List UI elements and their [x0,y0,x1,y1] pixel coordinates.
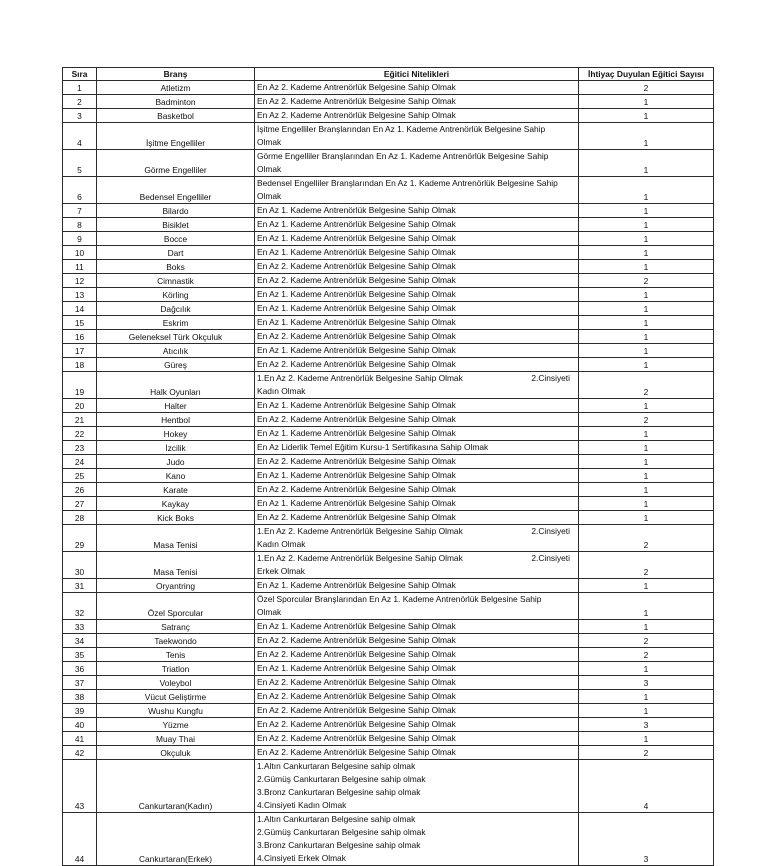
branch-name: Badminton [97,95,255,109]
qualification-cell [255,483,579,497]
branch-name: Geleneksel Türk Okçuluk [97,330,255,344]
row-number: 11 [63,260,97,274]
qualification-line: En Az 2. Kademe Antrenörlük Belgesine Sahip Olmak [257,484,456,494]
branch-name: Triatlon [97,662,255,676]
qualification-part-gender: 2.Cinsiyeti [531,553,570,563]
table-row [63,274,714,288]
table-row [63,455,714,469]
row-number: 40 [63,718,97,732]
qualification-line: Özel Sporcular Branşlarından En Az 1. Kademe Antrenörlük Belgesine Sahip [257,594,542,604]
row-number: 21 [63,413,97,427]
table-row [63,579,714,593]
table-row [63,260,714,274]
qualification-cell [255,358,579,372]
table-row [63,552,714,579]
table-header-row [63,68,714,81]
row-number: 12 [63,274,97,288]
qualification-line: En Az 2. Kademe Antrenörlük Belgesine Sahip Olmak [257,691,456,701]
qualification-line: En Az 1. Kademe Antrenörlük Belgesine Sahip Olmak [257,345,456,355]
qualification-line: Olmak [257,137,282,147]
required-trainer-count: 3 [579,676,714,690]
row-number: 30 [63,552,97,579]
qualification-cell [255,109,579,123]
table-row [63,497,714,511]
qualification-line: En Az 1. Kademe Antrenörlük Belgesine Sahip Olmak [257,317,456,327]
branch-name: Dağcılık [97,302,255,316]
row-number: 42 [63,746,97,760]
branch-name: Dart [97,246,255,260]
branch-name: Bedensel Engelliler [97,177,255,204]
qualification-line: En Az 2. Kademe Antrenörlük Belgesine Sahip Olmak [257,414,456,424]
qualification-part-primary: 1.En Az 2. Kademe Antrenörlük Belgesine Sahip Olmak [257,373,463,383]
table-row [63,150,714,177]
qualification-line: En Az 2. Kademe Antrenörlük Belgesine Sahip Olmak [257,635,456,645]
table-row [63,95,714,109]
branch-name: Karate [97,483,255,497]
branch-name: Özel Sporcular [97,593,255,620]
qualification-line: En Az 2. Kademe Antrenörlük Belgesine Sahip Olmak [257,359,456,369]
qualification-line: En Az Liderlik Temel Eğitim Kursu-1 Sertifikasına Sahip Olmak [257,442,489,452]
header-no: Sıra [63,68,97,81]
qualification-line: 2.Gümüş Cankurtaran Belgesine sahip olmak [257,827,426,837]
branch-name: Muay Thai [97,732,255,746]
required-trainer-count: 1 [579,497,714,511]
required-trainer-count: 1 [579,95,714,109]
qualification-cell [255,177,579,204]
qualification-line: En Az 1. Kademe Antrenörlük Belgesine Sahip Olmak [257,498,456,508]
qualification-line: İşitme Engelliler Branşlarından En Az 1. Kademe Antrenörlük Belgesine Sahip [257,124,546,134]
branch-name: İzcilik [97,441,255,455]
branch-name: Wushu Kungfu [97,704,255,718]
table-row [63,246,714,260]
qualification-line: En Az 1. Kademe Antrenörlük Belgesine Sahip Olmak [257,233,456,243]
table-row [63,593,714,620]
trainer-requirements-table [62,67,714,866]
row-number: 15 [63,316,97,330]
required-trainer-count: 1 [579,246,714,260]
qualification-cell [255,813,579,866]
required-trainer-count: 1 [579,218,714,232]
qualification-cell [255,469,579,483]
qualification-cell [255,330,579,344]
qualification-line: En Az 1. Kademe Antrenörlük Belgesine Sahip Olmak [257,663,456,673]
table-row [63,372,714,399]
qualification-cell [255,497,579,511]
row-number: 9 [63,232,97,246]
qualification-part-primary: 1.En Az 2. Kademe Antrenörlük Belgesine Sahip Olmak [257,526,463,536]
qualification-line: En Az 2. Kademe Antrenörlük Belgesine Sahip Olmak [257,649,456,659]
row-number: 1 [63,81,97,95]
required-trainer-count: 1 [579,260,714,274]
required-trainer-count: 1 [579,704,714,718]
qualification-cell [255,246,579,260]
qualification-cell [255,593,579,620]
qualification-line: 4.Cinsiyeti Erkek Olmak [257,853,346,863]
qualification-cell [255,620,579,634]
required-trainer-count: 1 [579,579,714,593]
qualification-line: Görme Engelliler Branşlarından En Az 1. Kademe Antrenörlük Belgesine Sahip [257,151,549,161]
required-trainer-count: 2 [579,525,714,552]
qualification-line: En Az 2. Kademe Antrenörlük Belgesine Sahip Olmak [257,110,456,120]
branch-name: Bisiklet [97,218,255,232]
branch-name: Bilardo [97,204,255,218]
qualification-cell [255,760,579,813]
qualification-cell [255,302,579,316]
branch-name: Cimnastik [97,274,255,288]
required-trainer-count: 1 [579,511,714,525]
table-row [63,469,714,483]
row-number: 32 [63,593,97,620]
branch-name: Judo [97,455,255,469]
row-number: 23 [63,441,97,455]
branch-name: Masa Tenisi [97,552,255,579]
branch-name: Masa Tenisi [97,525,255,552]
required-trainer-count: 1 [579,302,714,316]
row-number: 14 [63,302,97,316]
qualification-line: En Az 1. Kademe Antrenörlük Belgesine Sahip Olmak [257,289,456,299]
row-number: 17 [63,344,97,358]
row-number: 41 [63,732,97,746]
row-number: 33 [63,620,97,634]
qualification-line: En Az 2. Kademe Antrenörlük Belgesine Sahip Olmak [257,747,456,757]
required-trainer-count: 1 [579,123,714,150]
branch-name: Bocce [97,232,255,246]
branch-name: İşitme Engelliler [97,123,255,150]
table-row [63,177,714,204]
required-trainer-count: 4 [579,760,714,813]
branch-name: Eskrim [97,316,255,330]
qualification-part-gender: 2.Cinsiyeti [531,526,570,536]
required-trainer-count: 1 [579,455,714,469]
branch-name: Cankurtaran(Kadın) [97,760,255,813]
qualification-line: En Az 2. Kademe Antrenörlük Belgesine Sahip Olmak [257,677,456,687]
qualification-line: 1.Altın Cankurtaran Belgesine sahip olmak [257,814,416,824]
qualification-line: En Az 2. Kademe Antrenörlük Belgesine Sahip Olmak [257,512,456,522]
required-trainer-count: 1 [579,232,714,246]
branch-name: Yüzme [97,718,255,732]
row-number: 35 [63,648,97,662]
qualification-cell [255,413,579,427]
required-trainer-count: 1 [579,483,714,497]
qualification-cell [255,648,579,662]
branch-name: Kano [97,469,255,483]
qualification-line: En Az 2. Kademe Antrenörlük Belgesine Sahip Olmak [257,456,456,466]
branch-name: Atletizm [97,81,255,95]
table-row [63,704,714,718]
row-number: 10 [63,246,97,260]
branch-name: Hentbol [97,413,255,427]
row-number: 25 [63,469,97,483]
branch-name: Hokey [97,427,255,441]
required-trainer-count: 1 [579,399,714,413]
qualification-line: 1.Altın Cankurtaran Belgesine sahip olmak [257,761,416,771]
qualification-line: En Az 2. Kademe Antrenörlük Belgesine Sahip Olmak [257,261,456,271]
qualification-cell [255,123,579,150]
table-row [63,218,714,232]
table-row [63,634,714,648]
table-row [63,511,714,525]
qualification-line: En Az 1. Kademe Antrenörlük Belgesine Sahip Olmak [257,580,456,590]
qualification-cell [255,232,579,246]
required-trainer-count: 1 [579,732,714,746]
branch-name: Okçuluk [97,746,255,760]
table-row [63,648,714,662]
required-trainer-count: 2 [579,648,714,662]
table-row [63,358,714,372]
branch-name: Kaykay [97,497,255,511]
table-row [63,746,714,760]
row-number: 22 [63,427,97,441]
required-trainer-count: 1 [579,469,714,483]
branch-name: Basketbol [97,109,255,123]
qualification-line: 4.Cinsiyeti Kadın Olmak [257,800,347,810]
qualification-cell [255,704,579,718]
qualification-cell [255,427,579,441]
qualification-part-gender: 2.Cinsiyeti [531,373,570,383]
qualification-line [257,372,576,385]
qualification-cell [255,372,579,399]
branch-name: Atıcılık [97,344,255,358]
table-row [63,232,714,246]
qualification-cell [255,525,579,552]
required-trainer-count: 1 [579,427,714,441]
row-number: 16 [63,330,97,344]
qualification-line: Kadın Olmak [257,539,306,549]
row-number: 43 [63,760,97,813]
qualification-cell [255,204,579,218]
table-row [63,441,714,455]
qualification-line: Olmak [257,191,282,201]
row-number: 8 [63,218,97,232]
required-trainer-count: 1 [579,109,714,123]
table-row [63,302,714,316]
branch-name: Kick Boks [97,511,255,525]
qualification-cell [255,150,579,177]
table-row [63,288,714,302]
qualification-cell [255,552,579,579]
qualification-line: Olmak [257,164,282,174]
header-count: İhtiyaç Duyulan Eğitici Sayısı [579,68,714,81]
qualification-cell [255,662,579,676]
table-row [63,81,714,95]
qualification-line: En Az 1. Kademe Antrenörlük Belgesine Sahip Olmak [257,621,456,631]
required-trainer-count: 1 [579,358,714,372]
table-row [63,620,714,634]
table-row [63,525,714,552]
qualification-cell [255,718,579,732]
row-number: 39 [63,704,97,718]
branch-name: Oryantring [97,579,255,593]
qualification-cell [255,95,579,109]
qualification-line: En Az 2. Kademe Antrenörlük Belgesine Sahip Olmak [257,705,456,715]
branch-name: Halk Oyunları [97,372,255,399]
branch-name: Taekwondo [97,634,255,648]
qualification-line: Erkek Olmak [257,566,305,576]
header-qualification: Eğitici Nitelikleri [255,68,579,81]
required-trainer-count: 1 [579,288,714,302]
table-row [63,718,714,732]
qualification-line: En Az 2. Kademe Antrenörlük Belgesine Sahip Olmak [257,275,456,285]
required-trainer-count: 1 [579,150,714,177]
row-number: 36 [63,662,97,676]
table-row [63,204,714,218]
qualification-line [257,525,576,538]
table-row [63,109,714,123]
row-number: 2 [63,95,97,109]
required-trainer-count: 1 [579,344,714,358]
qualification-cell [255,81,579,95]
qualification-cell [255,260,579,274]
table-row [63,662,714,676]
required-trainer-count: 2 [579,274,714,288]
table-body [63,81,714,866]
qualification-cell [255,274,579,288]
qualification-line: Kadın Olmak [257,386,306,396]
table-row [63,813,714,866]
branch-name: Güreş [97,358,255,372]
branch-name: Halter [97,399,255,413]
table-row [63,760,714,813]
qualification-part-primary: 1.En Az 2. Kademe Antrenörlük Belgesine Sahip Olmak [257,553,463,563]
row-number: 44 [63,813,97,866]
branch-name: Boks [97,260,255,274]
table-row [63,483,714,497]
qualification-line [257,552,576,565]
row-number: 18 [63,358,97,372]
branch-name: Cankurtaran(Erkek) [97,813,255,866]
qualification-cell [255,344,579,358]
row-number: 38 [63,690,97,704]
required-trainer-count: 1 [579,441,714,455]
qualification-cell [255,579,579,593]
qualification-line: En Az 1. Kademe Antrenörlük Belgesine Sahip Olmak [257,205,456,215]
qualification-cell [255,441,579,455]
row-number: 6 [63,177,97,204]
qualification-cell [255,288,579,302]
row-number: 7 [63,204,97,218]
row-number: 3 [63,109,97,123]
required-trainer-count: 2 [579,552,714,579]
qualification-cell [255,455,579,469]
qualification-line: En Az 1. Kademe Antrenörlük Belgesine Sahip Olmak [257,428,456,438]
required-trainer-count: 2 [579,413,714,427]
row-number: 37 [63,676,97,690]
qualification-cell [255,399,579,413]
row-number: 4 [63,123,97,150]
table-row [63,123,714,150]
required-trainer-count: 2 [579,746,714,760]
required-trainer-count: 3 [579,718,714,732]
row-number: 26 [63,483,97,497]
row-number: 5 [63,150,97,177]
qualification-cell [255,634,579,648]
qualification-line: En Az 1. Kademe Antrenörlük Belgesine Sahip Olmak [257,219,456,229]
qualification-line: En Az 1. Kademe Antrenörlük Belgesine Sahip Olmak [257,470,456,480]
table-row [63,676,714,690]
table-row [63,427,714,441]
table-row [63,316,714,330]
qualification-line: En Az 2. Kademe Antrenörlük Belgesine Sahip Olmak [257,733,456,743]
qualification-line: En Az 2. Kademe Antrenörlük Belgesine Sahip Olmak [257,719,456,729]
required-trainer-count: 2 [579,81,714,95]
row-number: 29 [63,525,97,552]
required-trainer-count: 1 [579,690,714,704]
table-row [63,690,714,704]
qualification-line: En Az 2. Kademe Antrenörlük Belgesine Sahip Olmak [257,82,456,92]
row-number: 13 [63,288,97,302]
required-trainer-count: 1 [579,204,714,218]
row-number: 20 [63,399,97,413]
branch-name: Körling [97,288,255,302]
qualification-cell [255,511,579,525]
table-row [63,399,714,413]
table-row [63,344,714,358]
table-row [63,330,714,344]
qualification-line: 3.Bronz Cankurtaran Belgesine sahip olmak [257,840,421,850]
qualification-line: En Az 1. Kademe Antrenörlük Belgesine Sahip Olmak [257,247,456,257]
header-branch: Branş [97,68,255,81]
required-trainer-count: 1 [579,593,714,620]
qualification-cell [255,746,579,760]
row-number: 19 [63,372,97,399]
qualification-line: En Az 1. Kademe Antrenörlük Belgesine Sahip Olmak [257,400,456,410]
row-number: 28 [63,511,97,525]
qualification-line: 3.Bronz Cankurtaran Belgesine sahip olmak [257,787,421,797]
required-trainer-count: 1 [579,316,714,330]
required-trainer-count: 1 [579,177,714,204]
qualification-cell [255,218,579,232]
qualification-cell [255,690,579,704]
qualification-cell [255,732,579,746]
required-trainer-count: 1 [579,330,714,344]
table-row [63,413,714,427]
branch-name: Görme Engelliler [97,150,255,177]
qualification-line: En Az 2. Kademe Antrenörlük Belgesine Sahip Olmak [257,331,456,341]
required-trainer-count: 3 [579,813,714,866]
row-number: 27 [63,497,97,511]
branch-name: Tenis [97,648,255,662]
branch-name: Satranç [97,620,255,634]
required-trainer-count: 2 [579,634,714,648]
branch-name: Voleybol [97,676,255,690]
qualification-line: En Az 2. Kademe Antrenörlük Belgesine Sahip Olmak [257,96,456,106]
qualification-line: Olmak [257,607,282,617]
qualification-cell [255,316,579,330]
qualification-cell [255,676,579,690]
required-trainer-count: 1 [579,662,714,676]
branch-name: Vücut Geliştirme [97,690,255,704]
required-trainer-count: 1 [579,620,714,634]
row-number: 24 [63,455,97,469]
table-row [63,732,714,746]
qualification-line: En Az 1. Kademe Antrenörlük Belgesine Sahip Olmak [257,303,456,313]
row-number: 31 [63,579,97,593]
qualification-line: 2.Gümüş Cankurtaran Belgesine sahip olmak [257,774,426,784]
qualification-line: Bedensel Engelliler Branşlarından En Az 1. Kademe Antrenörlük Belgesine Sahip [257,178,558,188]
required-trainer-count: 2 [579,372,714,399]
row-number: 34 [63,634,97,648]
